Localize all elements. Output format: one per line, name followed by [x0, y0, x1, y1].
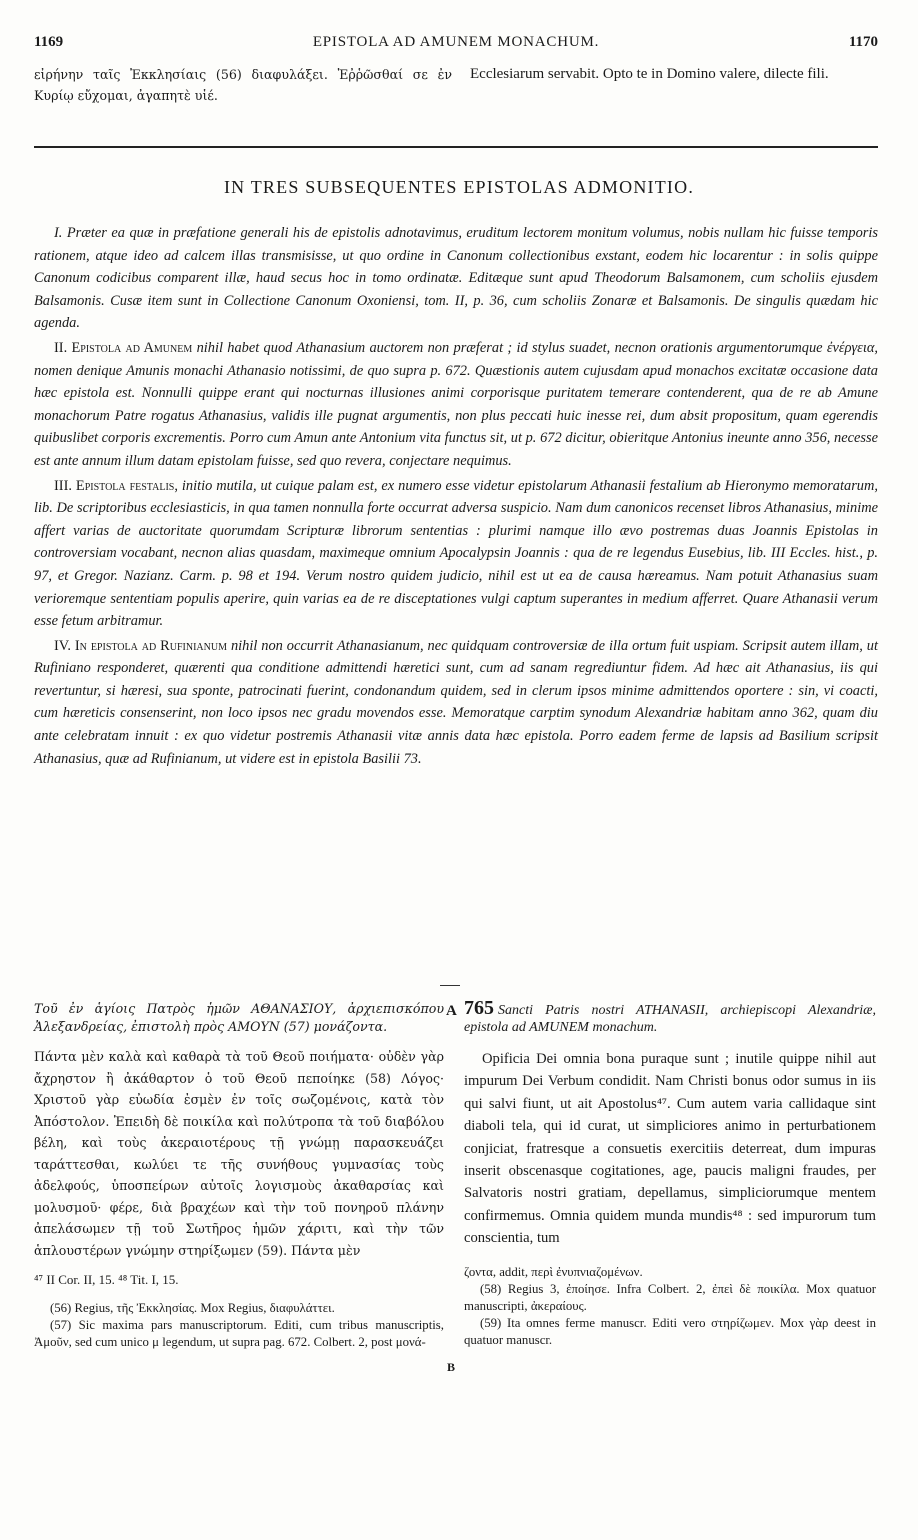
- latin-notes: [464, 1264, 876, 1349]
- page-number-left: 1169: [34, 34, 64, 50]
- paragraph-3-text: initio mutila, ut cuique palam est, ex numero esse videtur epistolarum Athanasii festalium ab Hieronymo memoratarum, lib. De scriptoribus ecclesiasticis, in qua tamen nonnulla forte occurrat adversa suspicio. Nam dum canonicos recenset libros Athanasius, minime affert varias de auctoritate quorumdam Scripturæ librorum sententias : plurimi namque illo ævo postremas duas Joannis Epistolas in controversiam vocabant, necnon alias quasdam, maximeque omnium Apocalypsin Joannis : qua de re legendus Eusebius, lib. III Eccles. hist., p. 97, et Gregor. Nazianz. Carm. p. 98 et 194. Verum nostro quidem judicio, nihil est ut ea de causa hæreamus. Nam potuit Athanasius suam verioremque sententiam populis aperire, quin varias ea de re disceptationes vulgi captum superantes in medium afferret. Quare Athanasii verum esse fetum arbitramur.: [34, 477, 878, 630]
- admonitio-title: IN TRES SUBSEQUENTES EPISTOLAS ADMONITIO.: [223, 177, 695, 197]
- paragraph-4-text: nihil non occurrit Athanasianum, nec quidquam controversiæ de illa ortum fuit uspiam. Scripsit autem illam, ut Rufiniano responderet, quærenti qua conditione admittendi hæretici sunt, cum ad sanam regrediuntur fidem. Ad hæc ait Athanasius, iis qui revertuntur, si hæresi, sua sponte, patrocinati fuerint, condonandum quidem, sed in clerum ipsos minime admittendos oportere : sin, vi coacti, cum hæreticis consenserint, non loco ipsos nec gradu movendos esse. Memoratque carptim synodum Alexandriæ habitam anno 362, quam diu ante celebratam innuit : ex quo videtur postremis Athanasii vitæ annis data hæc epistola. Porro eadem ferme de lapsis ad Basilium scripsit Athanasius, quæ ad Rufinianum, ut videre est in epistola Basilii 73.: [34, 637, 878, 767]
- greek-title: Τοῦ ἐν ἁγίοις Πατρὸς ἡμῶν ΑΘΑΝΑΣΙΟΥ, ἀρχιεπισκόπου Ἀλεξανδρείας, ἐπιστολὴ πρὸς ΑΜΟΥΝ (57) μονάζοντα.: [34, 1001, 444, 1034]
- note-57: (57) Sic maxima pars manuscriptorum. Editi, cum tribus manuscriptis, Ἀμοῦν, sed cum unico μ legendum, ut supra pag. 672. Colbert. 2, post μονά-: [34, 1318, 444, 1349]
- top-latin-text: Ecclesiarum servabit. Opto te in Domino valere, dilecte fili.: [470, 66, 829, 82]
- scripture-references: ⁴⁷ II Cor. II, 15. ⁴⁸ Tit. I, 15.: [34, 1272, 179, 1287]
- note-58: (58) Regius 3, ἐποίησε. Infra Colbert. 2, ἐπεὶ δὲ ποικίλα. Mox quatuor manuscripti, ἀκεραίους.: [464, 1281, 876, 1313]
- paragraph-2-text: nihil habet quod Athanasium auctorem non præferat ; id stylus suadet, necnon orationis argumentorumque ἐνέργεια, nomen denique Amunis monachi Athanasio notissimi, de quo supra p. 672. Quæstionis autem cujusdam apud monachos excitatæ occasione data hæc epistola est. Nonnulli quippe erant qui nocturnas illusiones animi corporisque puritatem temerare contenderent, qua de re ab Amune monachorum Patre rogatus Athanasius, validis ille pugnat argumentis, non plus peccati huic inesse rei, dum absit propositum, quam egerendis quibuslibet corporis excrementis. Porro cum Amun ante Antonium vita functus sit, ut p. 672 dicitur, obieritque Antonius ineunte anno 356, necesse est ante annum illum datam epistolam fuisse, sed quo revera, conjectare nequimus.: [34, 339, 878, 469]
- top-greek-text: εἰρήνην ταῖς Ἐκκλησίαις (56) διαφυλάξει. Ἐῤῥῶσθαί σε ἐν Κυρίῳ εὔχομαι, ἀγαπητὲ υἱέ.: [34, 67, 452, 103]
- margin-marker-b: B: [447, 1360, 456, 1374]
- greek-body: Πάντα μὲν καλὰ καὶ καθαρὰ τὰ τοῦ Θεοῦ ποιήματα· οὐδὲν γὰρ ἄχρηστον ἢ ἀκάθαρτον ὁ τοῦ Θεοῦ πεποίηκε (58) Λόγος· Χριστοῦ γὰρ εὐωδία ἐσμὲν ἐν τοῖς σωζομένοις, κατὰ τὸν Ἀπόστολον. Ἐπειδὴ δὲ ποικίλα καὶ πολύτροπα τὰ τοῦ διαβόλου βέλη, καὶ τοὺς ἀκεραιοτέρους τῇ γνώμῃ παρασκευάζει ταράττεσθαι, κωλύει τε τῆς συνήθους γυμνασίας τοὺς ἀδελφούς, ὑποσπείρων αὐτοῖς λογισμοὺς ἀκαθαρσίας καὶ μολυσμοῦ· φέρε, διὰ βραχέων καὶ τὴν τοῦ πονηροῦ πλάνην ἀπελάσωμεν τῇ τοῦ Σωτῆρος ἡμῶν χάριτι, καὶ τὴν τῶν ἁπλουστέρων γνώμην στηρίξωμεν (59). Πάντα μὲν: [34, 1049, 444, 1258]
- latin-column: [464, 997, 876, 1349]
- admonitio-paragraph-4: [34, 635, 878, 771]
- paragraph-3-head: III. Epistola festalis,: [54, 477, 178, 494]
- note-57-continued: ζοντα, addit, περὶ ἐνυπνιαζομένων.: [464, 1264, 643, 1279]
- note-59: (59) Ita omnes ferme manuscr. Editi vero στηρίζωμεν. Mox γὰρ deest in quatuor manuscr.: [464, 1315, 876, 1347]
- admonitio-paragraph-3: [34, 475, 878, 633]
- latin-body: Opificia Dei omnia bona puraque sunt ; inutile quippe nihil aut impurum Dei Verbum condidit. Nam Christi bonus odor sumus in iis qui salvi fiunt, ut ait Apostolus⁴⁷. Cum autem varia callidaque sint diaboli tela, qui id curat, ut simpliciores animo in perturbationem conjiciat, fratresque a consuetis exercitiis deterreat, dum impuras inserit obscenasque cogitationes, age, paucis maligni fraudes, per Salvatoris nostri gratiam, depellamus, simpliciorumque mentem confirmemus. Omnia quidem munda mundis⁴⁸ : sed impurorum tum conscientia, tum: [464, 1051, 876, 1247]
- paragraph-4-head: IV. In epistola ad Rufinianum: [54, 637, 227, 654]
- separator-dash: [440, 985, 460, 986]
- running-title: EPISTOLA AD AMUNEM MONACHUM.: [312, 34, 600, 50]
- column-number: 765: [464, 997, 494, 1019]
- greek-notes: [34, 1300, 444, 1351]
- latin-title-block: [464, 997, 876, 1036]
- margin-marker-a: A: [446, 1003, 457, 1019]
- running-header: [34, 34, 878, 56]
- admonitio-paragraph-1: I. Præter ea quæ in præfatione generali his de epistolis adnotavimus, eruditum lectorem monitum volumus, nobis nullam hic fuisse temporis rationem, atque ideo ad calcem illas transmisisse, ut quo ordine in Canonum collectionibus exstant, eodem hic locarentur : in solis quippe Canonum codicibus comparent illæ, haud secus hoc in tomo ordinatæ. Editæque sunt apud Theodorum Balsamonem, cum scholiis ejusdem Balsamonis. Cusæ item sunt in Collectione Canonum Oxoniensi, tom. II, p. 36, cum scholiis Zonaræ et Balsamonis. De singulis quædam hic agenda.: [34, 225, 878, 332]
- admonitio-body: [34, 222, 878, 772]
- latin-title: Sancti Patris nostri ATHANASII, archiepiscopi Alexandriæ, epistola ad AMUNEM monachum.: [464, 1003, 876, 1035]
- note-56: (56) Regius, τῆς Ἐκκλησίας. Mox Regius, διαφυλάττει.: [50, 1301, 335, 1315]
- paragraph-2-head: II. Epistola ad Amunem: [54, 339, 193, 356]
- greek-column: [34, 1000, 444, 1351]
- section-rule: [34, 146, 878, 148]
- admonitio-paragraph-2: [34, 337, 878, 473]
- page-number-right: 1170: [848, 34, 878, 50]
